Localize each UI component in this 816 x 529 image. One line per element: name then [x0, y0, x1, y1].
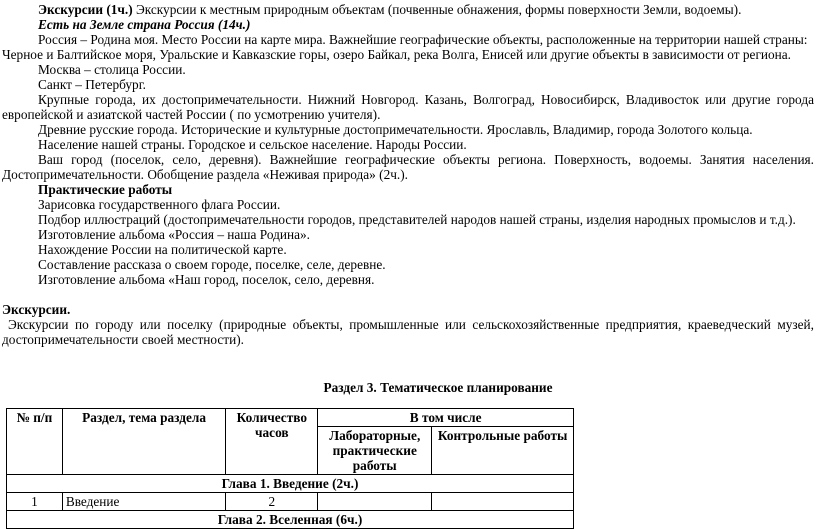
row-1-num: 1 — [7, 493, 63, 511]
russia-p4-cont: европейской и азиатской частей России ( по усмотрению учителя). — [2, 107, 381, 122]
header-topic: Раздел, тема раздела — [62, 409, 226, 475]
header-hours: Количество часов — [226, 409, 318, 475]
table-row — [7, 493, 574, 511]
table-row — [7, 475, 574, 493]
russia-p5: Древние русские города. Исторические и культурные достопримечательности. Ярославль, Владимир, города Золотого кольца. — [38, 122, 753, 137]
russia-p6: Население нашей страны. Городское и сельское население. Народы России. — [38, 137, 467, 152]
practical-item: Зарисовка государственного флага России. — [38, 197, 281, 212]
russia-p2: Москва – столица России. — [38, 62, 186, 77]
russia-heading: Есть на Земле страна Россия (14ч.) — [38, 17, 251, 32]
practical-item: Изготовление альбома «Наш город, поселок, село, деревня. — [38, 272, 375, 287]
excursions-1-line — [38, 2, 741, 17]
excursions-2-text-cont: достопримечательности своей местности). — [2, 332, 244, 347]
section-3-title: Раздел 3. Тематическое планирование — [323, 380, 553, 395]
russia-p1: Россия – Родина моя. Место России на карте мира. Важнейшие географические объекты, расположенные на территории нашей страны: — [38, 32, 808, 47]
excursions-1-text: Экскурсии к местным природным объектам (почвенные обнажения, формы поверхности Земли, водоемы). — [132, 2, 742, 17]
practical-item: Нахождение России на политической карте. — [38, 242, 287, 257]
practical-item: Составление рассказа о своем городе, поселке, селе, деревне. — [38, 257, 386, 272]
excursions-2-text: Экскурсии по городу или поселку (природные объекты, промышленные или сельскохозяйственные предприятия, краеведческий музей, — [8, 317, 814, 332]
russia-p7: Ваш город (поселок, село, деревня). Важнейшие географические объекты региона. Поверхность, водоемы. Занятия населения. — [38, 152, 814, 167]
row-1-lab — [318, 493, 432, 511]
header-including: В том числе — [318, 409, 574, 427]
chapter-1-title: Глава 1. Введение (2ч.) — [7, 475, 574, 493]
header-lab: Лабораторные, практические работы — [318, 427, 432, 475]
header-control: Контрольные работы — [432, 427, 574, 475]
row-1-control — [432, 493, 574, 511]
header-num: № п/п — [7, 409, 63, 475]
table-header-row — [7, 409, 574, 427]
row-1-hours: 2 — [226, 493, 318, 511]
practical-heading: Практические работы — [38, 182, 173, 197]
row-1-topic: Введение — [62, 493, 226, 511]
excursions-2-heading: Экскурсии. — [2, 302, 71, 317]
russia-p3: Санкт – Петербург. — [38, 77, 146, 92]
russia-p4: Крупные города, их достопримечательности. Нижний Новгород. Казань, Волгоград, Новосибирск, Владивосток или другие города — [38, 92, 814, 107]
practical-item: Изготовление альбома «Россия – наша Родина». — [38, 227, 310, 242]
excursions-1-label: Экскурсии (1ч.) — [38, 2, 133, 17]
practical-item: Подбор иллюстраций (достопримечательности городов, представителей народов нашей страны, изделия народных промыслов и т.д.). — [38, 212, 796, 227]
russia-p7-cont: Достопримечательности. Обобщение раздела «Неживая природа» (2ч.). — [2, 167, 408, 182]
chapter-2-title: Глава 2. Вселенная (6ч.) — [7, 511, 574, 529]
thematic-planning-table — [6, 408, 574, 529]
russia-p1-cont: Черное и Балтийское моря, Уральские и Кавказские горы, озеро Байкал, река Волга, Енисей или другие объекты в зависимости от региона. — [2, 47, 792, 62]
